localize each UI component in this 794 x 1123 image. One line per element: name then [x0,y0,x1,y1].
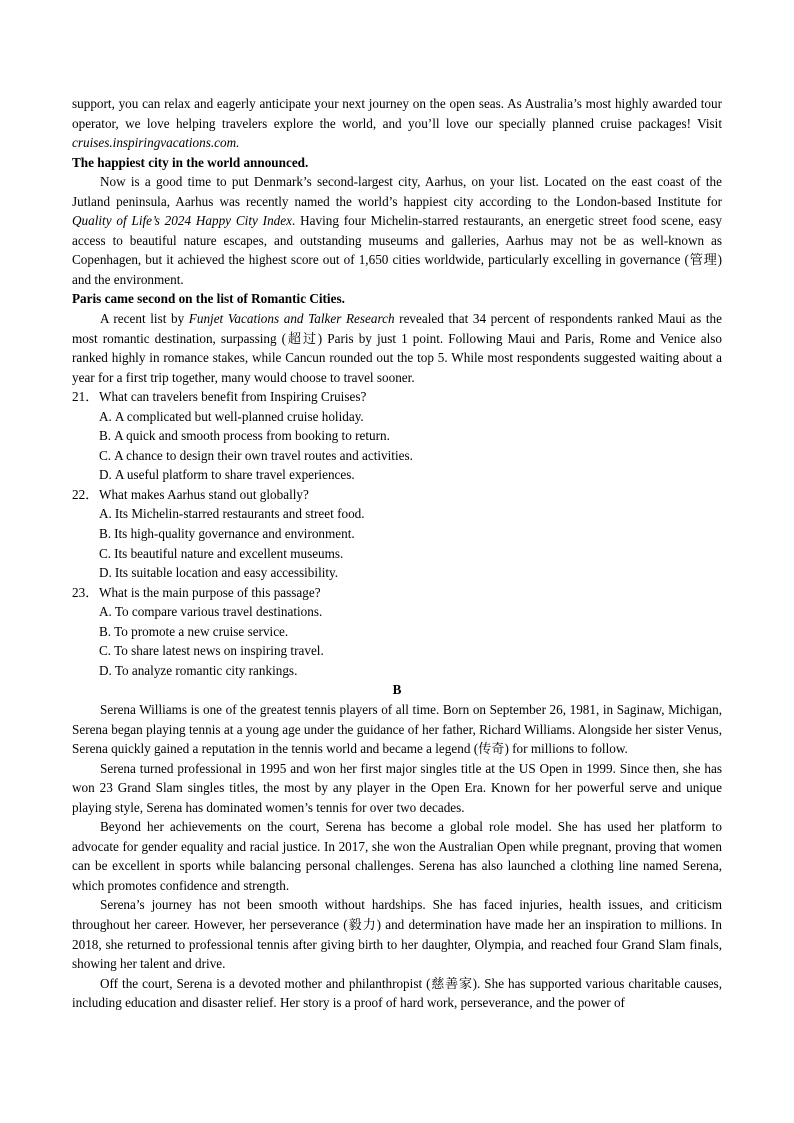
section-heading-romantic-cities: Paris came second on the list of Romantic Cities. [72,291,345,307]
option-b: B. Its high-quality governance and environment. [99,526,355,542]
option-c: C. Its beautiful nature and excellent museums. [99,545,344,561]
passage-b-paragraph-5: Off the court, Serena is a devoted mother and philanthropist (慈善家). She has supported various charitable causes, including education and disaster relief. Her story is a proof of hard work, perseverance, and the power of [72,975,722,1011]
paragraph-romantic-cities: A recent list by Funjet Vacations and Talker Research revealed that 34 percent of respondents ranked Maui as the most romantic destination, surpassing (超过) Paris by just 1 point. Following Maui and Paris, Rome and Venice also ranked highly in romance stakes, while Cancun rounded out the top 5. While most respondents suggested waiting about a year for a first trip together, many would choose to travel sooner. [72,311,722,385]
passage-a-intro-end: support, you can relax and eagerly anticipate your next journey on the open seas. As Australia’s most highly awarded tour operator, we love helping travelers explore the world, and you’ll love our specially planned cruise packages! Visit cruises.inspiringvacations.com. [72,96,722,151]
passage-b-label: B [392,682,402,698]
option-a: A. Its Michelin-starred restaurants and street food. [99,506,365,522]
question-21 [72,387,722,485]
option-d: D. A useful platform to share travel experiences. [99,467,355,483]
option-b: B. To promote a new cruise service. [99,623,289,639]
option-d: D. Its suitable location and easy accessibility. [99,565,339,581]
question-text: What can travelers benefit from Inspiring Cruises? [99,389,367,405]
option-c: C. To share latest news on inspiring travel. [99,643,324,659]
option-c: C. A chance to design their own travel routes and activities. [99,447,413,463]
passage-b-paragraph-2: Serena turned professional in 1995 and won her first major singles title at the US Open in 1999. Since then, she has won 23 Grand Slam singles titles, the most by any player in the Open Era. Known for her powerful serve and unique playing style, Serena has dominated women’s tennis for over two decades. [72,760,722,815]
question-number: 22． [72,486,99,502]
passage-b-paragraph-4: Serena’s journey has not been smooth without hardships. She has faced injuries, health issues, and criticism throughout her career. However, her perseverance (毅力) and determination have made her an inspiration to millions. In 2018, she returned to professional tennis after giving birth to her daughter, Olympia, and reached four Grand Slam finals, showing her talent and drive. [72,897,722,972]
passage-b-paragraph-1: Serena Williams is one of the greatest tennis players of all time. Born on September 26, 1981, in Saginaw, Michigan, Serena began playing tennis at a young age under the guidance of her father, Richard Williams. Alongside her sister Venus, Serena quickly gained a reputation in the tennis world and became a legend (传奇) for millions to follow. [72,701,722,757]
passage-b-paragraph-3: Beyond her achievements on the court, Serena has become a global role model. She has used her platform to advocate for gender equality and racial justice. In 2017, she won the Australian Open while pregnant, proving that women can be excellent in sports while balancing personal challenges. Serena has also launched a clothing line named Serena, which promotes confidence and strength. [72,819,722,893]
paragraph-happiest-city: Now is a good time to put Denmark’s second-largest city, Aarhus, on your list. Located on the east coast of the Jutland peninsula, Aarhus was recently named the world’s happiest city according to the London-based Institute for Quality of Life’s 2024 Happy City Index. Having four Michelin-starred restaurants, an energetic street food scene, easy access to beautiful nature escapes, and outstanding museums and galleries, Aarhus may not be as well-known as Copenhagen, but it achieved the highest score out of 1,650 cities worldwide, particularly excelling in governance (管理) and the environment. [72,174,722,287]
question-22 [72,485,722,583]
question-text: What is the main purpose of this passage? [99,584,321,600]
question-23 [72,583,722,681]
question-number: 21． [72,389,99,405]
option-a: A. To compare various travel destinations. [99,604,323,620]
option-b: B. A quick and smooth process from booking to return. [99,428,390,444]
question-text: What makes Aarhus stand out globally? [99,486,309,502]
section-heading-happiest-city: The happiest city in the world announced. [72,154,309,170]
website-link-text: cruises.inspiringvacations.com. [72,135,240,151]
document-page [72,94,722,1013]
option-a: A. A complicated but well-planned cruise holiday. [99,408,364,424]
question-number: 23． [72,584,99,600]
option-d: D. To analyze romantic city rankings. [99,662,298,678]
